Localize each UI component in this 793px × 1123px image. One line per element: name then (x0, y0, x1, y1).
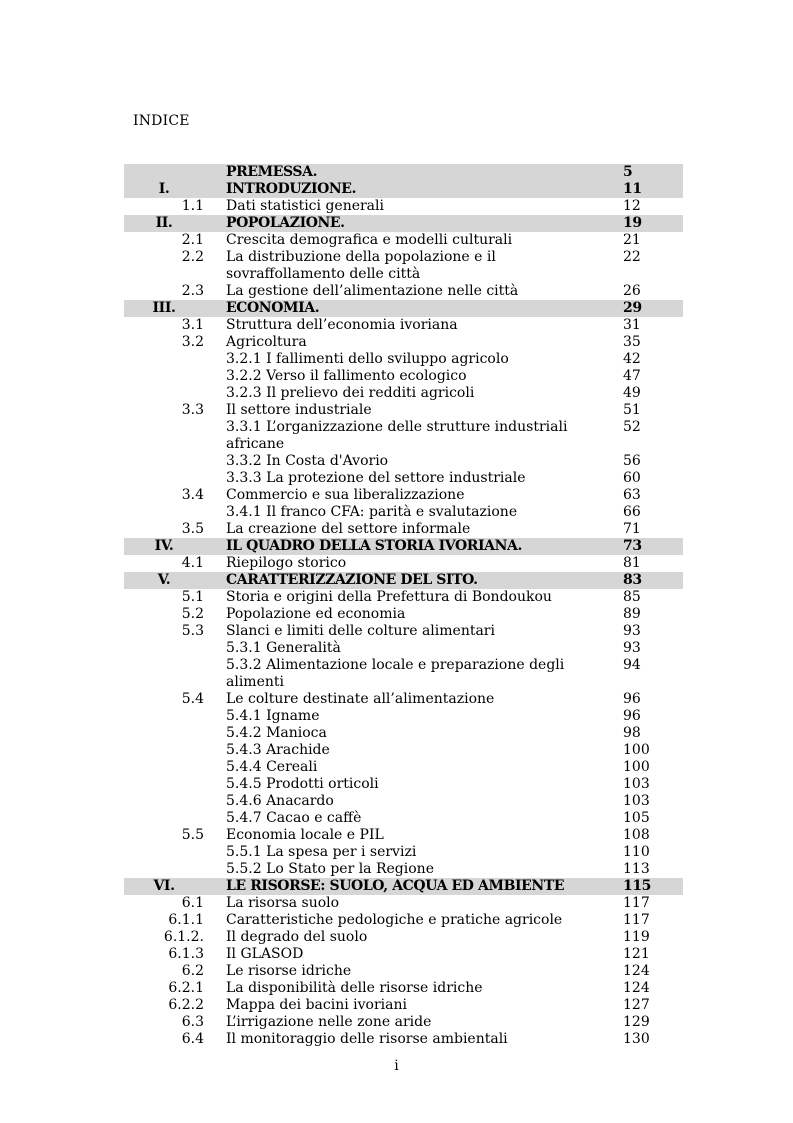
toc-entry-number: 1.1 (181, 198, 204, 214)
toc-entry-title: 5.4.5 Prodotti orticoli (226, 776, 379, 792)
toc-entry-row (124, 742, 683, 759)
page-number: i (394, 1058, 399, 1074)
toc-entry-title: Storia e origini della Prefettura di Bondoukou (226, 589, 552, 605)
toc-entry-number: 2.2 (181, 249, 204, 265)
toc-entry-page: 42 (623, 351, 641, 367)
toc-entry-page: 52 (623, 419, 641, 435)
toc-entry-title: 5.4.4 Cereali (226, 759, 318, 775)
toc-entry-row (124, 793, 683, 810)
toc-entry-number: 5.1 (181, 589, 204, 605)
toc-entry-row (124, 895, 683, 912)
toc-entry-row (124, 810, 683, 827)
toc-entry-title: Il GLASOD (226, 946, 304, 962)
toc-entry-title: Mappa dei bacini ivoriani (226, 997, 407, 1013)
toc-entry-title: La risorsa suolo (226, 895, 340, 911)
toc-entry-page: 129 (623, 1014, 650, 1030)
toc-entry-page: 108 (623, 827, 650, 843)
toc-entry-title: 3.4.1 Il franco CFA: parità e svalutazione (226, 504, 518, 520)
toc-entry-page: 110 (623, 844, 650, 860)
toc-section-row (124, 300, 683, 317)
toc-entry-row (124, 453, 683, 470)
toc-section-row (124, 572, 683, 589)
toc-entry-row (124, 402, 683, 419)
toc-entry-page: 89 (623, 606, 641, 622)
toc-entry-title: L’irrigazione nelle zone aride (226, 1014, 432, 1030)
toc-entry-title: Popolazione ed economia (226, 606, 406, 622)
toc-entry-page: 11 (623, 181, 642, 197)
toc-entry-row (124, 334, 683, 351)
toc-entry-row (124, 368, 683, 385)
toc-entry-title: La distribuzione della popolazione e il sovraffollamento delle città (226, 249, 496, 282)
toc-entry-number: 3.5 (181, 521, 204, 537)
toc-entry-number: 3.4 (181, 487, 204, 503)
toc-entry-title: 3.2.2 Verso il fallimento ecologico (226, 368, 467, 384)
toc-entry-title: La creazione del settore informale (226, 521, 471, 537)
toc-entry-number: 6.3 (181, 1014, 204, 1030)
toc-entry-number: 6.1 (181, 895, 204, 911)
toc-entry-page: 124 (623, 963, 650, 979)
toc-entry-page: 85 (623, 589, 641, 605)
toc-entry-number: IV. (154, 538, 174, 554)
toc-entry-page: 81 (623, 555, 641, 571)
toc-entry-number: I. (158, 181, 170, 197)
toc-entry-number: 6.2 (181, 963, 204, 979)
toc-entry-number: 2.1 (181, 232, 204, 248)
toc-entry-page: 100 (623, 742, 650, 758)
toc-entry-number: VI. (153, 878, 175, 894)
toc-entry-page: 12 (623, 198, 641, 214)
toc-entry-title: 5.5.1 La spesa per i servizi (226, 844, 417, 860)
toc-entry-number: 5.3 (181, 623, 204, 639)
toc-entry-row (124, 946, 683, 963)
toc-entry-number: 6.1.3 (168, 946, 204, 962)
toc-entry-page: 117 (623, 895, 650, 911)
index-heading: INDICE (133, 113, 190, 129)
toc-entry-page: 66 (623, 504, 641, 520)
toc-entry-row (124, 657, 683, 691)
toc-entry-row (124, 504, 683, 521)
toc-entry-title: 3.3.1 L’organizzazione delle strutture industriali africane (226, 419, 568, 452)
toc-entry-title: PREMESSA. (226, 164, 318, 180)
toc-entry-page: 56 (623, 453, 641, 469)
toc-entry-number: 4.1 (181, 555, 204, 571)
toc-entry-row (124, 980, 683, 997)
toc-entry-row (124, 861, 683, 878)
toc-entry-title: Commercio e sua liberalizzazione (226, 487, 465, 503)
toc-entry-page: 121 (623, 946, 650, 962)
toc-entry-page: 29 (623, 300, 642, 316)
toc-entry-page: 96 (623, 708, 641, 724)
toc-entry-row (124, 419, 683, 453)
table-of-contents (124, 164, 683, 1048)
toc-section-row (124, 164, 683, 181)
toc-entry-page: 93 (623, 640, 641, 656)
toc-entry-row (124, 470, 683, 487)
toc-entry-row (124, 283, 683, 300)
toc-entry-row (124, 351, 683, 368)
toc-entry-page: 94 (623, 657, 641, 673)
toc-entry-page: 98 (623, 725, 641, 741)
toc-entry-title: Le colture destinate all’alimentazione (226, 691, 495, 707)
toc-entry-row (124, 623, 683, 640)
toc-entry-page: 96 (623, 691, 641, 707)
toc-entry-page: 21 (623, 232, 641, 248)
toc-entry-title: 3.2.1 I fallimenti dello sviluppo agricolo (226, 351, 509, 367)
toc-entry-title: Crescita demografica e modelli culturali (226, 232, 513, 248)
toc-entry-page: 119 (623, 929, 650, 945)
toc-entry-title: 5.4.1 Igname (226, 708, 320, 724)
toc-entry-row (124, 725, 683, 742)
toc-entry-row (124, 385, 683, 402)
toc-entry-title: 5.4.6 Anacardo (226, 793, 334, 809)
toc-entry-page: 130 (623, 1031, 650, 1047)
toc-entry-title: CARATTERIZZAZIONE DEL SITO. (226, 572, 478, 588)
toc-entry-page: 105 (623, 810, 650, 826)
toc-entry-title: Slanci e limiti delle colture alimentari (226, 623, 495, 639)
toc-entry-number: 5.2 (181, 606, 204, 622)
toc-entry-title: Struttura dell’economia ivoriana (226, 317, 458, 333)
toc-entry-title: Le risorse idriche (226, 963, 352, 979)
toc-entry-page: 73 (623, 538, 642, 554)
toc-entry-title: 5.4.2 Manioca (226, 725, 327, 741)
toc-entry-title: IL QUADRO DELLA STORIA IVORIANA. (226, 538, 522, 554)
toc-entry-row (124, 776, 683, 793)
toc-entry-page: 83 (623, 572, 642, 588)
toc-entry-title: Dati statistici generali (226, 198, 384, 214)
toc-entry-title: Il monitoraggio delle risorse ambientali (226, 1031, 508, 1047)
toc-entry-number: 6.2.2 (168, 997, 204, 1013)
toc-entry-number: III. (152, 300, 176, 316)
toc-entry-row (124, 555, 683, 572)
toc-entry-page: 115 (623, 878, 652, 894)
toc-entry-title: 3.3.2 In Costa d'Avorio (226, 453, 389, 469)
toc-entry-page: 31 (623, 317, 641, 333)
toc-entry-title: Caratteristiche pedologiche e pratiche agricole (226, 912, 563, 928)
toc-entry-title: Riepilogo storico (226, 555, 347, 571)
toc-entry-number: 6.1.2. (163, 929, 204, 945)
toc-entry-number: 6.1.1 (168, 912, 204, 928)
toc-entry-title: Il degrado del suolo (226, 929, 368, 945)
toc-entry-row (124, 929, 683, 946)
toc-entry-row (124, 487, 683, 504)
toc-section-row (124, 878, 683, 895)
toc-entry-row (124, 589, 683, 606)
toc-entry-number: 3.2 (181, 334, 204, 350)
toc-entry-number: II. (155, 215, 173, 231)
toc-entry-title: POPOLAZIONE. (226, 215, 345, 231)
toc-entry-page: 49 (623, 385, 641, 401)
toc-entry-row (124, 317, 683, 334)
toc-entry-page: 103 (623, 776, 650, 792)
toc-entry-page: 35 (623, 334, 641, 350)
toc-entry-row (124, 844, 683, 861)
toc-entry-page: 100 (623, 759, 650, 775)
toc-entry-title: Il settore industriale (226, 402, 372, 418)
toc-entry-row (124, 912, 683, 929)
toc-entry-title: 5.3.1 Generalità (226, 640, 341, 656)
toc-entry-page: 127 (623, 997, 650, 1013)
toc-entry-title: 5.5.2 Lo Stato per la Regione (226, 861, 434, 877)
toc-entry-page: 47 (623, 368, 641, 384)
toc-entry-page: 71 (623, 521, 641, 537)
toc-entry-title: 3.3.3 La protezione del settore industriale (226, 470, 526, 486)
toc-entry-page: 19 (623, 215, 642, 231)
toc-entry-page: 113 (623, 861, 650, 877)
toc-entry-row (124, 963, 683, 980)
toc-entry-row (124, 827, 683, 844)
toc-entry-title: 5.4.7 Cacao e caffè (226, 810, 362, 826)
toc-entry-row (124, 521, 683, 538)
toc-entry-row (124, 640, 683, 657)
toc-entry-row (124, 759, 683, 776)
toc-entry-row (124, 708, 683, 725)
toc-entry-page: 22 (623, 249, 641, 265)
toc-entry-number: 6.2.1 (168, 980, 204, 996)
toc-entry-title: 5.3.2 Alimentazione locale e preparazione degli alimenti (226, 657, 565, 690)
toc-entry-number: V. (157, 572, 171, 588)
toc-entry-row (124, 198, 683, 215)
toc-entry-page: 93 (623, 623, 641, 639)
toc-entry-title: INTRODUZIONE. (226, 181, 357, 197)
toc-entry-row (124, 1014, 683, 1031)
toc-entry-number: 2.3 (181, 283, 204, 299)
toc-entry-page: 117 (623, 912, 650, 928)
toc-entry-title: 5.4.3 Arachide (226, 742, 330, 758)
toc-entry-row (124, 606, 683, 623)
toc-entry-title: La gestione dell’alimentazione nelle città (226, 283, 519, 299)
toc-entry-row (124, 249, 683, 283)
toc-section-row (124, 538, 683, 555)
toc-entry-page: 5 (623, 164, 633, 180)
toc-entry-page: 60 (623, 470, 641, 486)
toc-entry-title: LE RISORSE: SUOLO, ACQUA ED AMBIENTE (226, 878, 565, 894)
toc-entry-title: ECONOMIA. (226, 300, 320, 316)
toc-entry-row (124, 1031, 683, 1048)
toc-entry-number: 5.5 (181, 827, 204, 843)
toc-entry-page: 63 (623, 487, 641, 503)
toc-entry-number: 3.1 (181, 317, 204, 333)
toc-entry-title: 3.2.3 Il prelievo dei redditi agricoli (226, 385, 475, 401)
toc-section-row (124, 215, 683, 232)
toc-section-row (124, 181, 683, 198)
toc-entry-page: 103 (623, 793, 650, 809)
toc-entry-title: Agricoltura (226, 334, 307, 350)
toc-entry-row (124, 232, 683, 249)
toc-entry-title: Economia locale e PIL (226, 827, 384, 843)
toc-entry-row (124, 997, 683, 1014)
toc-entry-page: 51 (623, 402, 641, 418)
toc-entry-number: 6.4 (181, 1031, 204, 1047)
toc-entry-row (124, 691, 683, 708)
toc-entry-page: 124 (623, 980, 650, 996)
toc-entry-page: 26 (623, 283, 641, 299)
toc-entry-number: 3.3 (181, 402, 204, 418)
toc-entry-number: 5.4 (181, 691, 204, 707)
toc-entry-title: La disponibilità delle risorse idriche (226, 980, 483, 996)
